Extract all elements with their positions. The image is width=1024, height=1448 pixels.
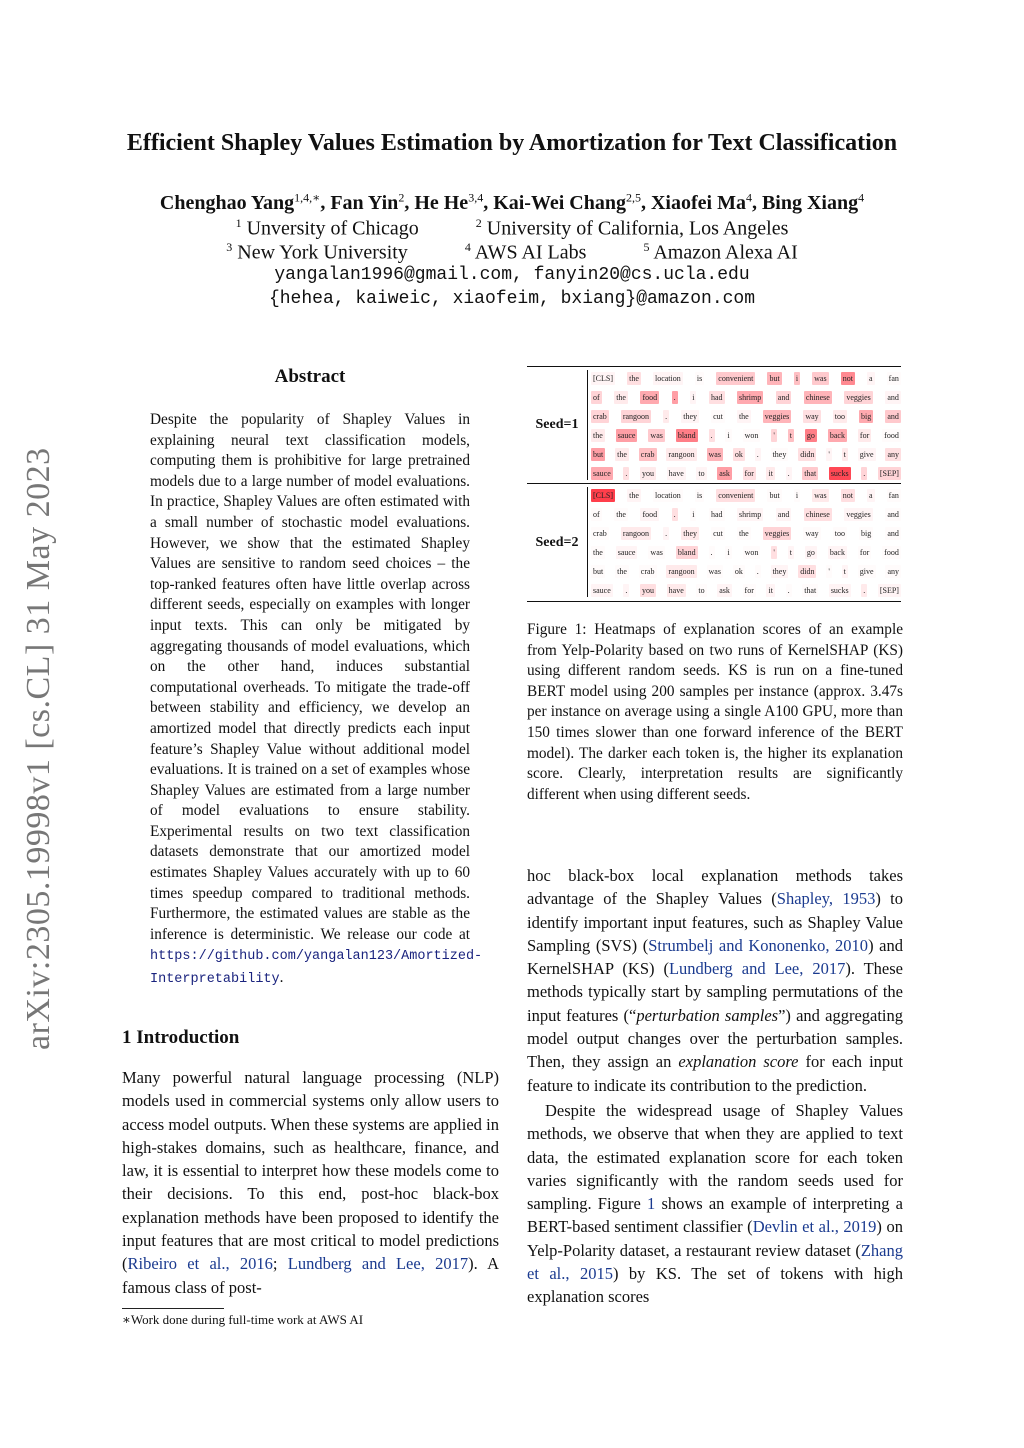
heatmap-token: have bbox=[668, 468, 684, 478]
heatmap-token: sucks bbox=[830, 468, 849, 478]
heatmap-token: the bbox=[617, 449, 627, 459]
heatmap-token: ' bbox=[828, 449, 830, 459]
heatmap-row bbox=[591, 390, 901, 404]
heatmap-token: . bbox=[756, 449, 759, 459]
heatmap-token: i bbox=[692, 392, 695, 402]
heatmap-token: the bbox=[629, 490, 639, 500]
citation-link[interactable]: Shapley, 1953 bbox=[776, 889, 876, 909]
citation-link[interactable]: Lundberg and Lee, 2017 bbox=[287, 1254, 469, 1274]
heatmap-token: too bbox=[834, 411, 845, 421]
heatmap-token: back bbox=[829, 547, 845, 557]
heatmap-token: . bbox=[863, 585, 866, 595]
heatmap-row bbox=[591, 545, 901, 559]
heatmap-token: a bbox=[869, 490, 873, 500]
heatmap-token: but bbox=[769, 373, 780, 383]
heatmap-token: but bbox=[593, 566, 604, 576]
heatmap-row bbox=[591, 583, 901, 597]
affiliation: $^5$ Amazon Alexa AI bbox=[643, 240, 798, 264]
author-emails: yangalan1996@gmail.com, fanyin20@cs.ucla.edu bbox=[274, 265, 750, 285]
heatmap-token: shrimp bbox=[739, 392, 762, 402]
heatmap-token: veggies bbox=[764, 411, 790, 421]
heatmap-token: . bbox=[673, 392, 676, 402]
heatmap-row bbox=[591, 447, 901, 461]
heatmap-token: . bbox=[625, 468, 628, 478]
heatmap-token: but bbox=[769, 490, 780, 500]
heatmap-token: location bbox=[654, 373, 681, 383]
heatmap-token: they bbox=[683, 528, 697, 538]
heatmap-row bbox=[591, 466, 901, 480]
heatmap-token: sauce bbox=[617, 547, 636, 557]
heatmap-token: was bbox=[814, 490, 827, 500]
heatmap-token: food bbox=[884, 547, 899, 557]
heatmap-token: i bbox=[692, 509, 695, 519]
heatmap-token: go bbox=[806, 547, 815, 557]
heatmap-token: big bbox=[861, 411, 872, 421]
author-emails: {hehea, kaiweic, xiaofeim, bxiang}@amazon.com bbox=[268, 289, 756, 309]
heatmap-token: was bbox=[650, 547, 663, 557]
heatmap-token: the bbox=[593, 430, 603, 440]
table-rule bbox=[527, 601, 901, 602]
heatmap-token: fan bbox=[888, 490, 899, 500]
heatmap-token: way bbox=[805, 411, 819, 421]
heatmap-token: to bbox=[698, 585, 705, 595]
heatmap-token: it bbox=[768, 468, 773, 478]
heatmap-token: ok bbox=[734, 566, 743, 576]
heatmap-token: go bbox=[806, 430, 815, 440]
citation-link[interactable]: Strumbelj and Kononenko, 2010 bbox=[648, 935, 869, 955]
divider bbox=[587, 370, 588, 480]
heatmap-token: fan bbox=[888, 373, 899, 383]
heatmap-token: didn bbox=[800, 449, 815, 459]
affiliations-row-2 bbox=[0, 240, 1024, 265]
author: Xiaofei Ma$^4$ bbox=[650, 190, 752, 214]
heatmap-token: t bbox=[789, 430, 792, 440]
heatmap-token: i bbox=[795, 373, 799, 383]
heatmap-token: rangoon bbox=[668, 566, 695, 576]
heatmap-token: they bbox=[772, 566, 787, 576]
heatmap-token: you bbox=[642, 585, 655, 595]
heatmap-token: chinese bbox=[805, 392, 830, 402]
heatmap-token: not bbox=[842, 373, 853, 383]
heatmap-token: and bbox=[887, 411, 899, 421]
heatmap-token: sucks bbox=[830, 585, 849, 595]
heatmap-token: crab bbox=[640, 566, 655, 576]
heatmap-row bbox=[591, 564, 901, 578]
heatmap-token: convenient bbox=[718, 490, 754, 500]
heatmap-token: ask bbox=[719, 585, 730, 595]
author: Kai-Wei Chang$^{2,5}$ bbox=[493, 190, 641, 214]
figure-caption: Figure 1: Heatmaps of explanation scores of an example from Yelp-Polarity based on two runs of KernelSHAP (KS) using different random seeds. KS is run on a fine-tuned BERT model using 200 samples per instance (approx. 3.47s per instance on average using a single A100 GPU, more than 150 times slower than one forward inference of the BERT model). The darker each token is, the higher its explanation score. Clearly, interpretation results are significantly different when using different seeds. bbox=[527, 621, 903, 803]
heatmap-token: won bbox=[744, 430, 759, 440]
affiliation: $^2$ University of California, Los Angeles bbox=[475, 216, 789, 240]
heatmap-token: . bbox=[710, 547, 713, 557]
heatmap-token: crab bbox=[593, 528, 607, 538]
heatmap-token: rangoon bbox=[622, 528, 650, 538]
seed-2-label: Seed=2 bbox=[535, 535, 579, 550]
heatmap-token: was bbox=[814, 373, 827, 383]
heatmap-token: i bbox=[727, 430, 730, 440]
heatmap-token: . bbox=[673, 509, 676, 519]
heatmap-token: bland bbox=[677, 547, 696, 557]
heatmap-token: t bbox=[789, 547, 792, 557]
heatmap-token: sauce bbox=[593, 468, 611, 478]
author: Bing Xiang$^4$ bbox=[761, 190, 865, 214]
abstract-heading: Abstract bbox=[274, 366, 346, 387]
heatmap-token: chinese bbox=[805, 509, 830, 519]
arxiv-identifier: arXiv:2305.19998v1 [cs.CL] 31 May 2023 bbox=[20, 447, 57, 1050]
heatmap-token: cut bbox=[713, 528, 723, 538]
heatmap-token: not bbox=[842, 490, 853, 500]
heatmap-token: give bbox=[859, 566, 874, 576]
heatmap-token: veggies bbox=[764, 528, 790, 538]
heatmap-token: was bbox=[708, 449, 721, 459]
heatmap-token: for bbox=[744, 468, 754, 478]
citation-link[interactable]: Ribeiro et al., 2016 bbox=[127, 1254, 273, 1274]
heatmap-token: the bbox=[629, 373, 639, 383]
divider bbox=[587, 487, 588, 597]
heatmap-token: and bbox=[777, 509, 790, 519]
heatmap-token: and bbox=[887, 509, 899, 519]
heatmap-token: . bbox=[787, 468, 790, 478]
heatmap-token: didn bbox=[800, 566, 815, 576]
heatmap-token: was bbox=[650, 430, 663, 440]
heatmap-token: t bbox=[843, 449, 846, 459]
abstract-body: Despite the popularity of Shapley Values in explaining neural text classification models, computing them is prohibitive for large pretrained models due to a large number of model evaluations. In practice, Shapley Values are often estimated with a small number of stochastic model evaluations. However, we show that the estimated Shapley Values are sensitive to random seed choices – the top-ranked features often have little overlap across different seeds, especially on examples with longer input texts. This can only be mitigated by aggregating thousands of model evaluations, which on the other hand, induces substantial computational overheads. To mitigate the trade-off between stability and efficiency, we develop an amortized model that directly predicts each input feature’s Shapley Value without additional model evaluations. It is trained on a set of examples whose Shapley Values are estimated from a large number of model evaluations to ensure stability. Experimental results on two text classification datasets demonstrate that our amortized model estimates Shapley Values accurately with up to 60 times speedup compared to traditional methods. Furthermore, the estimated values are stable as the inference is deterministic. We release our code at https://github.com/yangalan123/Amortized-Interpretability. bbox=[150, 411, 483, 988]
heatmap-token: . bbox=[756, 566, 759, 576]
heatmap-row bbox=[591, 526, 901, 540]
heatmap-token: the bbox=[738, 411, 749, 421]
author: Fan Yin$^2$ bbox=[330, 190, 405, 214]
heatmap-token: ' bbox=[773, 547, 775, 557]
heatmap-token: sauce bbox=[617, 430, 636, 440]
heatmap-token: convenient bbox=[718, 373, 754, 383]
heatmap-token: that bbox=[804, 468, 817, 478]
heatmap-row bbox=[591, 488, 901, 502]
footnote: ∗Work done during full-time work at AWS AI bbox=[122, 1312, 364, 1327]
heatmap-token: is bbox=[696, 490, 703, 500]
heatmap-token: ' bbox=[828, 566, 830, 576]
footnote-rule bbox=[122, 1308, 224, 1309]
heatmap-token: . bbox=[665, 528, 668, 538]
heatmap-token: the bbox=[617, 566, 627, 576]
section-heading: 1 Introduction bbox=[122, 1027, 240, 1048]
heatmap-token: . bbox=[625, 585, 628, 595]
table-rule bbox=[527, 366, 901, 367]
heatmap-token: bland bbox=[677, 430, 696, 440]
affiliation: $^1$ Unversity of Chicago bbox=[235, 216, 419, 240]
paper-title: Efficient Shapley Values Estimation by Amortization for Text Classification bbox=[126, 130, 898, 156]
heatmap-token: was bbox=[708, 566, 721, 576]
heatmap-token: you bbox=[642, 468, 655, 478]
citation-link[interactable]: Zhang et al., 2015 bbox=[527, 1240, 903, 1284]
heatmap-token: shrimp bbox=[739, 509, 762, 519]
heatmap-token: but bbox=[593, 449, 604, 459]
heatmap-token: of bbox=[593, 509, 600, 519]
heatmap-token: won bbox=[744, 547, 759, 557]
heatmap-token: sauce bbox=[593, 585, 611, 595]
author-list: Chenghao Yang$^{1,4,∗}$, Fan Yin$^2$, He He$^{3,4}$, Kai-Wei Chang$^{2,5}$, Xiaofei Ma$^4$, Bing Xiang$^4$ bbox=[159, 190, 865, 214]
heatmap-token: [CLS] bbox=[593, 373, 613, 383]
heatmap-token: i bbox=[795, 490, 799, 500]
heatmap-token: crab bbox=[593, 411, 607, 421]
heatmap-token: [SEP] bbox=[879, 585, 899, 595]
heatmap-token: . bbox=[863, 468, 866, 478]
affiliation: $^3$ New York University bbox=[226, 240, 408, 264]
heatmap-token: [CLS] bbox=[593, 490, 613, 500]
heatmap-token: ask bbox=[719, 468, 730, 478]
heatmap-token: food bbox=[642, 392, 658, 402]
heatmap-token: food bbox=[884, 430, 899, 440]
code-link[interactable]: https://github.com/yangalan123/Amortized-Interpretability bbox=[150, 949, 483, 988]
citation-link[interactable]: Lundberg and Lee, 2017 bbox=[668, 959, 846, 979]
heatmap-token: is bbox=[696, 373, 703, 383]
heatmap-token: they bbox=[772, 449, 787, 459]
heatmap-token: . bbox=[665, 411, 668, 421]
intro-paragraph: Many powerful natural language processing (NLP) models used in commercial systems only allow users to access model outputs. When these systems are applied in high-stakes domains, such as healthcare, finance, and law, it is essential to interpret how these models come to their decisions. To this end, post-hoc black-box explanation methods have been proposed to identify the input features that are most critical to model predictions (Ribeiro et al., 2016; Lundberg and Lee, 2017). A famous class of post- bbox=[122, 1068, 499, 1297]
heatmap-token: ' bbox=[773, 430, 775, 440]
heatmap-token: . bbox=[787, 585, 790, 595]
heatmap-token: that bbox=[804, 585, 817, 595]
heatmap-token: back bbox=[829, 430, 845, 440]
heatmap-token: they bbox=[683, 411, 697, 421]
heatmap-token: the bbox=[593, 547, 603, 557]
paragraph: Despite the widespread usage of Shapley Values methods, we observe that when they are applied to text data, the estimated explanation score for each token varies significantly with the random seeds used for sampling. Figure 1 shows an example of interpreting a BERT-based sentiment classifier (Devlin et al., 2019) on Yelp-Polarity dataset, a restaurant review dataset (Zhang et al., 2015) by KS. The set of tokens with high explanation scores bbox=[527, 1100, 904, 1307]
heatmap-token: location bbox=[654, 490, 681, 500]
heatmap-token: food bbox=[642, 509, 658, 519]
heatmap-token: and bbox=[887, 528, 899, 538]
heatmap-row bbox=[591, 428, 901, 442]
heatmap-token: any bbox=[887, 449, 899, 459]
author: He He$^{3,4}$ bbox=[414, 190, 484, 214]
heatmap-token: rangoon bbox=[622, 411, 650, 421]
heatmap-token: way bbox=[805, 528, 819, 538]
heatmap-token: any bbox=[887, 566, 899, 576]
table-rule bbox=[527, 483, 901, 484]
heatmap-token: and bbox=[887, 392, 899, 402]
heatmap-token: to bbox=[698, 468, 705, 478]
heatmap-token: the bbox=[738, 528, 749, 538]
heatmap-token: a bbox=[869, 373, 873, 383]
heatmap-token: and bbox=[777, 392, 790, 402]
heatmap-token: the bbox=[616, 509, 626, 519]
heatmap-token: i bbox=[727, 547, 730, 557]
heatmap-token: big bbox=[861, 528, 872, 538]
seed-1-label: Seed=1 bbox=[535, 417, 579, 432]
heatmap-row bbox=[591, 409, 901, 423]
heatmap-token: veggies bbox=[846, 509, 871, 519]
affiliation: $^4$ AWS AI Labs bbox=[464, 240, 587, 264]
heatmap-token: for bbox=[859, 430, 870, 440]
heatmap-token: for bbox=[859, 547, 870, 557]
heatmap-token: [SEP] bbox=[879, 468, 899, 478]
heatmap-token: rangoon bbox=[668, 449, 695, 459]
heatmap-token: give bbox=[859, 449, 874, 459]
heatmap-row bbox=[591, 371, 901, 385]
heatmap-token: . bbox=[710, 430, 713, 440]
heatmap-token: crab bbox=[640, 449, 655, 459]
author: Chenghao Yang$^{1,4,∗}$ bbox=[159, 190, 321, 214]
heatmap-token: ok bbox=[734, 449, 743, 459]
heatmap-token: had bbox=[710, 392, 723, 402]
heatmap-token: the bbox=[616, 392, 626, 402]
heatmap-row bbox=[591, 507, 901, 521]
intro-continuation: hoc black-box local explanation methods takes advantage of the Shapley Values (Shapley, 1953) to identify important input features, such as Shapley Value Sampling (SVS) (Strumbelj and Kononenko, 2010) and KernelSHAP (KS) (Lundberg and Lee, 2017). These methods typically start by sampling permutations of the input features (“perturbation samples”) and aggregating model output changes over the perturbation samples. Then, they assign an explanation score for each input feature to indicate its contribution to the prediction. Despite the widespread usage of Shapley Values methods, we observe that when they are applied to text data, the estimated explanation score for each token varies significantly with the random seeds used for sampling. Figure 1 shows an example of interpreting a BERT-based sentiment classifier (Devlin et al., 2019) on Yelp-Polarity dataset, a restaurant review dataset (Zhang et al., 2015) by KS. The set of tokens with high explanation scores bbox=[527, 864, 903, 1309]
citation-link[interactable]: Devlin et al., 2019 bbox=[752, 1217, 877, 1237]
heatmap-token: t bbox=[843, 566, 846, 576]
affiliations-row-1 bbox=[0, 216, 1024, 241]
figure-heatmap bbox=[527, 366, 901, 604]
heatmap-token: cut bbox=[713, 411, 723, 421]
heatmap-token: had bbox=[710, 509, 723, 519]
heatmap-token: too bbox=[834, 528, 845, 538]
heatmap-token: for bbox=[744, 585, 754, 595]
heatmap-token: of bbox=[593, 392, 600, 402]
heatmap-token: it bbox=[768, 585, 773, 595]
heatmap-token: have bbox=[668, 585, 684, 595]
figure-ref-link[interactable]: 1 bbox=[647, 1194, 656, 1214]
heatmap-token: veggies bbox=[846, 392, 871, 402]
